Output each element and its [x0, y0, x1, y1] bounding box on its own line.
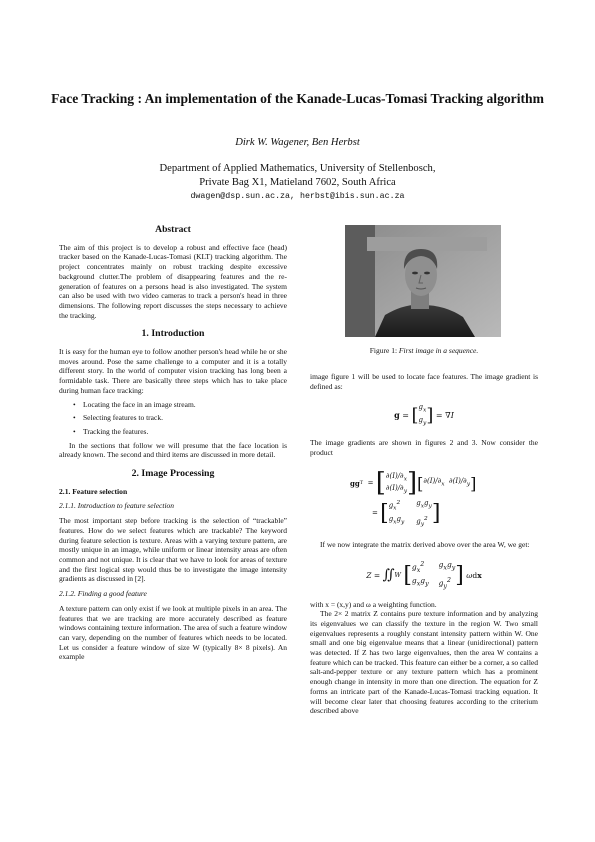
good-feature-paragraph: A texture pattern can only exist if we look at multiple pixels in an area. The features that we are tracking are more accurately described as feature windows containing texture information. The area of such a feature window can vary, depending on the number of features which needs to be located. Let us consider a feature window of size W (typically 8× 8 pixels). An example	[59, 603, 287, 662]
gradient-equation: g = [ $g_x$ $g_y$ ] = ∇ I	[394, 403, 454, 427]
product-equation: gg T = [ $\partial(I)/\partial_x$ $\partial(I)/\partial_y$ ] [ $\partial(I)/\partial_x$ $\partial(I)/\partial_y$ ] = [ $g_x^2$ $g_xg_y$ $g_xg_y$ $g_y^2$ ]	[350, 468, 477, 528]
authors: Dirk W. Wagener, Ben Herbst	[235, 137, 360, 148]
figure-1-image	[345, 225, 501, 337]
caption-prefix: Figure 1:	[369, 346, 399, 355]
affiliation	[40, 162, 555, 189]
figure-1-caption	[310, 346, 538, 355]
subsubsection-finding-good-feature: 2.1.2. Finding a good feature	[59, 589, 147, 599]
right-column	[310, 372, 538, 716]
paper-title: Face Tracking : An implementation of the Kanade-Lucas-Tomasi Tracking algorithm	[51, 91, 544, 106]
gradient-intro-paragraph: image figure 1 will be used to locate face features. The image gradient is defined as:	[310, 372, 538, 391]
integrate-paragraph: If we now integrate the matrix derived above over the area W, we get:	[320, 539, 530, 549]
caption-text: First image in a sequence.	[398, 346, 479, 355]
intro-heading: 1. Introduction	[141, 328, 205, 340]
z-equation: Z = ∬ W [ $g_x^2$ $g_xg_y$ $g_xg_y$ $g_y^2$ ] ω d x	[366, 559, 482, 590]
intro-paragraph-2: In the sections that follow we will presume that the face location is already known. The second and third items are discussed in more detail.	[59, 440, 287, 460]
abstract-text: The aim of this project is to develop a robust and effective face (head) tracker based on the Kanade-Lucas-Tomasi (KLT) tracking algorithm. The project concentrates mainly on robust tracking despite excessive background clutter.The problem of disappearing features and the re-generation of features on a persons head is also investigated. The system can also be used with two video cameras to track a person's head in three dimensions. The following report discusses the steps necessary to achieve the tracking.	[59, 242, 287, 320]
face-photo	[345, 225, 501, 337]
affiliation-line-1: Department of Applied Mathematics, University of Stellenbosch,	[159, 163, 436, 174]
image-processing-heading: 2. Image Processing	[131, 468, 215, 480]
abstract-heading: Abstract	[155, 224, 191, 235]
product-paragraph: The image gradients are shown in figures 2 and 3. Now consider the product	[310, 438, 538, 457]
eigenvalue-paragraph: The 2× 2 matrix Z contains pure texture information and by analyzing its eigenvalues we can classify the texture in the region W. Two small eigenvalues represents a roughly constant intensity pattern within W. One small and one big eigenvalue means that a linear (unidirectional) pattern was detected. If Z has two large eigenvalues, then the area W contains a feature which can be tracked. This feature can either be a corner, a so called salt-and-pepper texture or any texture pattern which has a prominent enough change in intensity in more than one direction. The equation for Z forms an intricate part of the Kanade-Lucas-Tomasi tracking equation. It will become clear later that choosing features according to the criterium described above	[310, 609, 538, 716]
intro-paragraph-1: It is easy for the human eye to follow another person's head while he or she moves around. Pose the same challenge to a computer and it is a totally different story. In the world of computer vision tracking has long been a formidable task. There are basically three steps which has to take place during human face tracking:	[59, 347, 287, 395]
list-item: • Selecting features to track.	[73, 413, 287, 423]
author-emails: dwagen@dsp.sun.ac.za, herbst@ibis.sun.ac.za	[190, 192, 405, 201]
subsubsection-intro-feature-selection: 2.1.1. Introduction to feature selection	[59, 501, 175, 511]
affiliation-line-2: Private Bag X1, Matieland 7602, South Africa	[199, 176, 396, 188]
subsection-feature-selection: 2.1. Feature selection	[59, 486, 128, 496]
list-item: • Locating the face in an image stream.	[73, 400, 287, 410]
left-column	[59, 225, 287, 662]
weighting-paragraph: with x = (x,y) and ω a weighting function.	[310, 599, 437, 609]
list-item: • Tracking the features.	[73, 427, 287, 437]
intro-bullet-list	[73, 400, 287, 437]
feature-selection-paragraph: The most important step before tracking is the selection of “trackable” features. How do we select features which are trackable? The keyword during feature selection is texture. Areas with a varying texture pattern, are mostly unique in an image, while uniform or linear intensity areas are often common and not unique. It is clear that we have to look for areas of texture and the first logical step would thus be to investigate the image intensity gradients as discussed in [2].	[59, 516, 287, 584]
